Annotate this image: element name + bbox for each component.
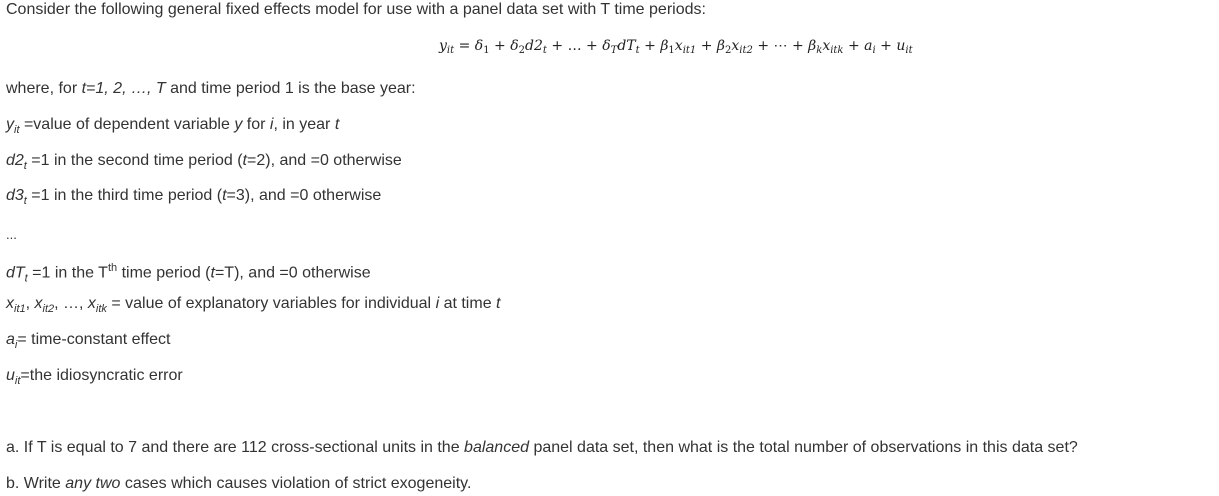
eq-beta2-sub: 2 xyxy=(725,45,732,56)
eq-x1: x xyxy=(674,38,683,54)
intro-text: Consider the following general fixed effects model for use with a panel data set with T time periods: xyxy=(6,1,706,18)
def-u-var: u xyxy=(6,367,15,384)
def-y-t: t xyxy=(334,116,340,133)
eq-a-sub: i xyxy=(872,45,876,56)
question-a-pre: a. If T is equal to 7 and there are 112 cross-sectional units in the xyxy=(6,439,465,456)
def-u-text: =the idiosyncratic error xyxy=(20,367,183,384)
def-a-var: a xyxy=(6,331,15,348)
def-x1-sub: it1 xyxy=(14,303,26,316)
def-a-sub: i xyxy=(14,339,18,352)
def-d3 xyxy=(6,186,381,211)
where-pre: where, for xyxy=(6,80,82,97)
eq-u: u xyxy=(896,38,906,54)
question-b-em: any two xyxy=(65,475,121,492)
eq-equals: = xyxy=(454,38,475,54)
def-x-text1: = value of explanatory variables for individual xyxy=(106,295,436,312)
eq-delta2-sub: 2 xyxy=(518,45,526,56)
eq-delta1-sub: 1 xyxy=(483,45,490,56)
eq-plus6: + xyxy=(875,38,897,54)
def-dT-text3: =T), and =0 otherwise xyxy=(214,264,371,282)
def-dT-var: dT xyxy=(6,264,25,282)
def-y-text1: =value of dependent variable xyxy=(19,116,235,133)
def-d2-sub: t xyxy=(23,160,27,173)
def-d3-text2: =3), and =0 otherwise xyxy=(226,187,382,204)
def-dT-text1: =1 in the T xyxy=(27,264,108,282)
question-b xyxy=(6,474,471,494)
where-vals: =1, 2, …, T xyxy=(86,80,166,97)
def-dT-sub: t xyxy=(24,272,28,285)
def-y-text3: , in year xyxy=(273,116,335,133)
eq-beta1-sub: 1 xyxy=(668,45,675,56)
def-xk: x xyxy=(87,295,96,312)
eq-delta2: δ xyxy=(510,38,519,54)
def-xk-sub: itk xyxy=(95,303,107,316)
def-d3-var: d3 xyxy=(6,187,24,204)
def-y-var: y xyxy=(6,116,14,133)
def-a-text: = time-constant effect xyxy=(17,331,171,348)
question-a-post: panel data set, then what is the total number of observations in this data set? xyxy=(529,439,1078,456)
def-d3-t: t xyxy=(222,187,227,204)
eq-u-sub: it xyxy=(905,45,913,56)
eq-d2: d2 xyxy=(525,38,543,54)
def-x-sep1: , xyxy=(25,295,35,312)
def-y-i: i xyxy=(269,116,274,133)
where-line xyxy=(6,79,416,99)
eq-beta1: β xyxy=(660,38,669,54)
eq-dT: dT xyxy=(617,38,636,54)
def-x2-sub: it2 xyxy=(42,303,55,316)
def-x-i: i xyxy=(435,295,440,312)
def-dT-text2: time period ( xyxy=(117,264,211,282)
question-a-em: balanced xyxy=(464,439,529,456)
eq-betak: β xyxy=(808,38,817,54)
def-d3-sub: t xyxy=(23,195,27,208)
def-d2-var: d2 xyxy=(6,152,24,169)
eq-plus5: + xyxy=(843,38,865,54)
eq-lhs: y xyxy=(439,38,447,54)
eq-delta1: δ xyxy=(474,38,484,54)
where-t: t xyxy=(81,80,87,97)
def-d2-text1: =1 in the second time period ( xyxy=(26,152,243,169)
def-dT xyxy=(6,258,371,289)
def-d3-text1: =1 in the third time period ( xyxy=(26,187,223,204)
eq-deltaT: δ xyxy=(602,38,611,54)
eq-xk-sub: itk xyxy=(830,45,844,56)
def-y-text2: for xyxy=(242,116,270,133)
question-a xyxy=(6,438,1078,458)
def-ellipsis: ... xyxy=(6,227,17,242)
eq-dots1: + … + xyxy=(546,38,603,54)
eq-x1-sub: it1 xyxy=(682,45,697,56)
eq-plus1: + xyxy=(489,38,511,54)
eq-dT-sub: t xyxy=(635,45,640,56)
eq-plus3: + xyxy=(639,38,661,54)
fixed-effects-equation xyxy=(439,38,913,56)
def-u xyxy=(6,366,183,391)
def-dT-t: t xyxy=(210,264,215,282)
def-d2-text2: =2), and =0 otherwise xyxy=(247,152,402,169)
def-dT-sup: th xyxy=(107,262,118,274)
eq-a: a xyxy=(864,38,873,54)
def-y-y: y xyxy=(234,116,243,133)
eq-xk: x xyxy=(822,38,831,54)
def-x xyxy=(6,294,500,319)
def-a xyxy=(6,330,170,355)
def-x-t: t xyxy=(496,295,501,312)
eq-lhs-sub: it xyxy=(446,45,455,56)
question-b-post: cases which causes violation of strict exogeneity. xyxy=(120,475,472,492)
def-x1: x xyxy=(6,295,14,312)
question-b-pre: b. Write xyxy=(6,475,66,492)
def-y xyxy=(6,115,339,140)
def-x2: x xyxy=(34,295,43,312)
eq-plus4: + xyxy=(696,38,717,54)
eq-deltaT-sub: T xyxy=(610,45,618,56)
eq-x2: x xyxy=(731,38,740,54)
def-u-sub: it xyxy=(14,375,21,388)
def-y-sub: it xyxy=(14,124,20,137)
def-d2-t: t xyxy=(242,152,247,169)
def-d2 xyxy=(6,151,402,176)
eq-betak-sub: k xyxy=(816,45,823,56)
def-x-text2: at time xyxy=(439,295,497,312)
eq-beta2: β xyxy=(716,38,726,54)
eq-d2-sub: t xyxy=(542,45,547,56)
where-post: and time period 1 is the base year: xyxy=(165,80,416,97)
def-x-sep2: , …, xyxy=(54,295,88,312)
eq-x2-sub: it2 xyxy=(739,45,753,56)
eq-dots2: + ⋯ + xyxy=(752,38,809,54)
